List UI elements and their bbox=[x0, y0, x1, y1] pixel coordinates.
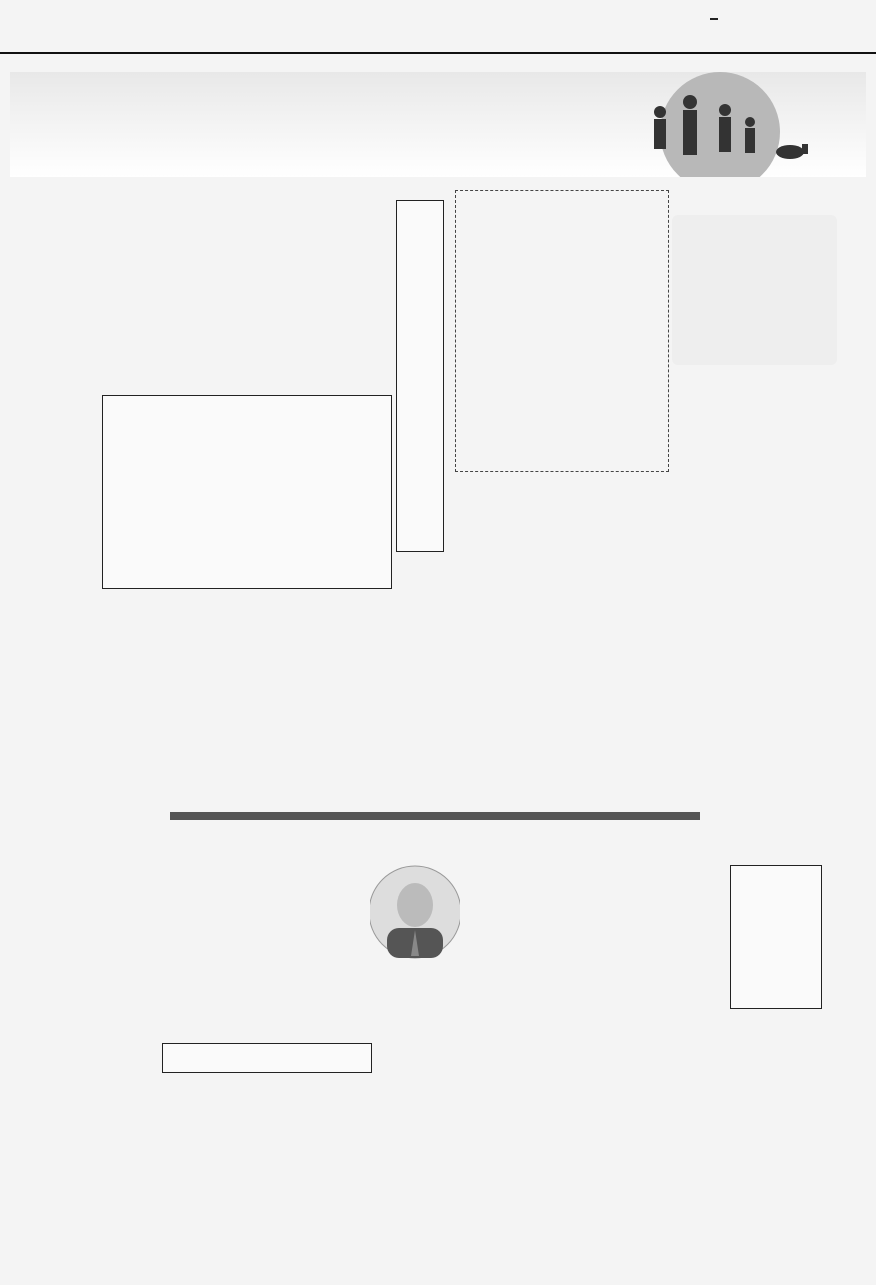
article2-column-3 bbox=[130, 1085, 860, 1275]
article2-corner-badge bbox=[730, 865, 822, 1009]
article1-credit bbox=[80, 595, 100, 780]
masthead bbox=[0, 0, 876, 54]
article1-title-box bbox=[396, 200, 444, 552]
checklist-box bbox=[102, 395, 392, 589]
avatar bbox=[370, 860, 460, 965]
section-badge bbox=[710, 18, 718, 20]
article1-column-5 bbox=[100, 595, 420, 780]
lawyer-portrait bbox=[362, 860, 467, 1040]
article2-column-2 bbox=[92, 858, 360, 1033]
qa-corner-logo bbox=[672, 215, 837, 365]
section-divider bbox=[170, 812, 700, 820]
article1-column-4 bbox=[425, 595, 855, 780]
article1-column-1 bbox=[472, 368, 862, 538]
series-label bbox=[162, 1043, 372, 1073]
family-silhouette-icon bbox=[620, 72, 820, 177]
banner bbox=[10, 72, 866, 177]
article2-column-1 bbox=[470, 858, 720, 1033]
